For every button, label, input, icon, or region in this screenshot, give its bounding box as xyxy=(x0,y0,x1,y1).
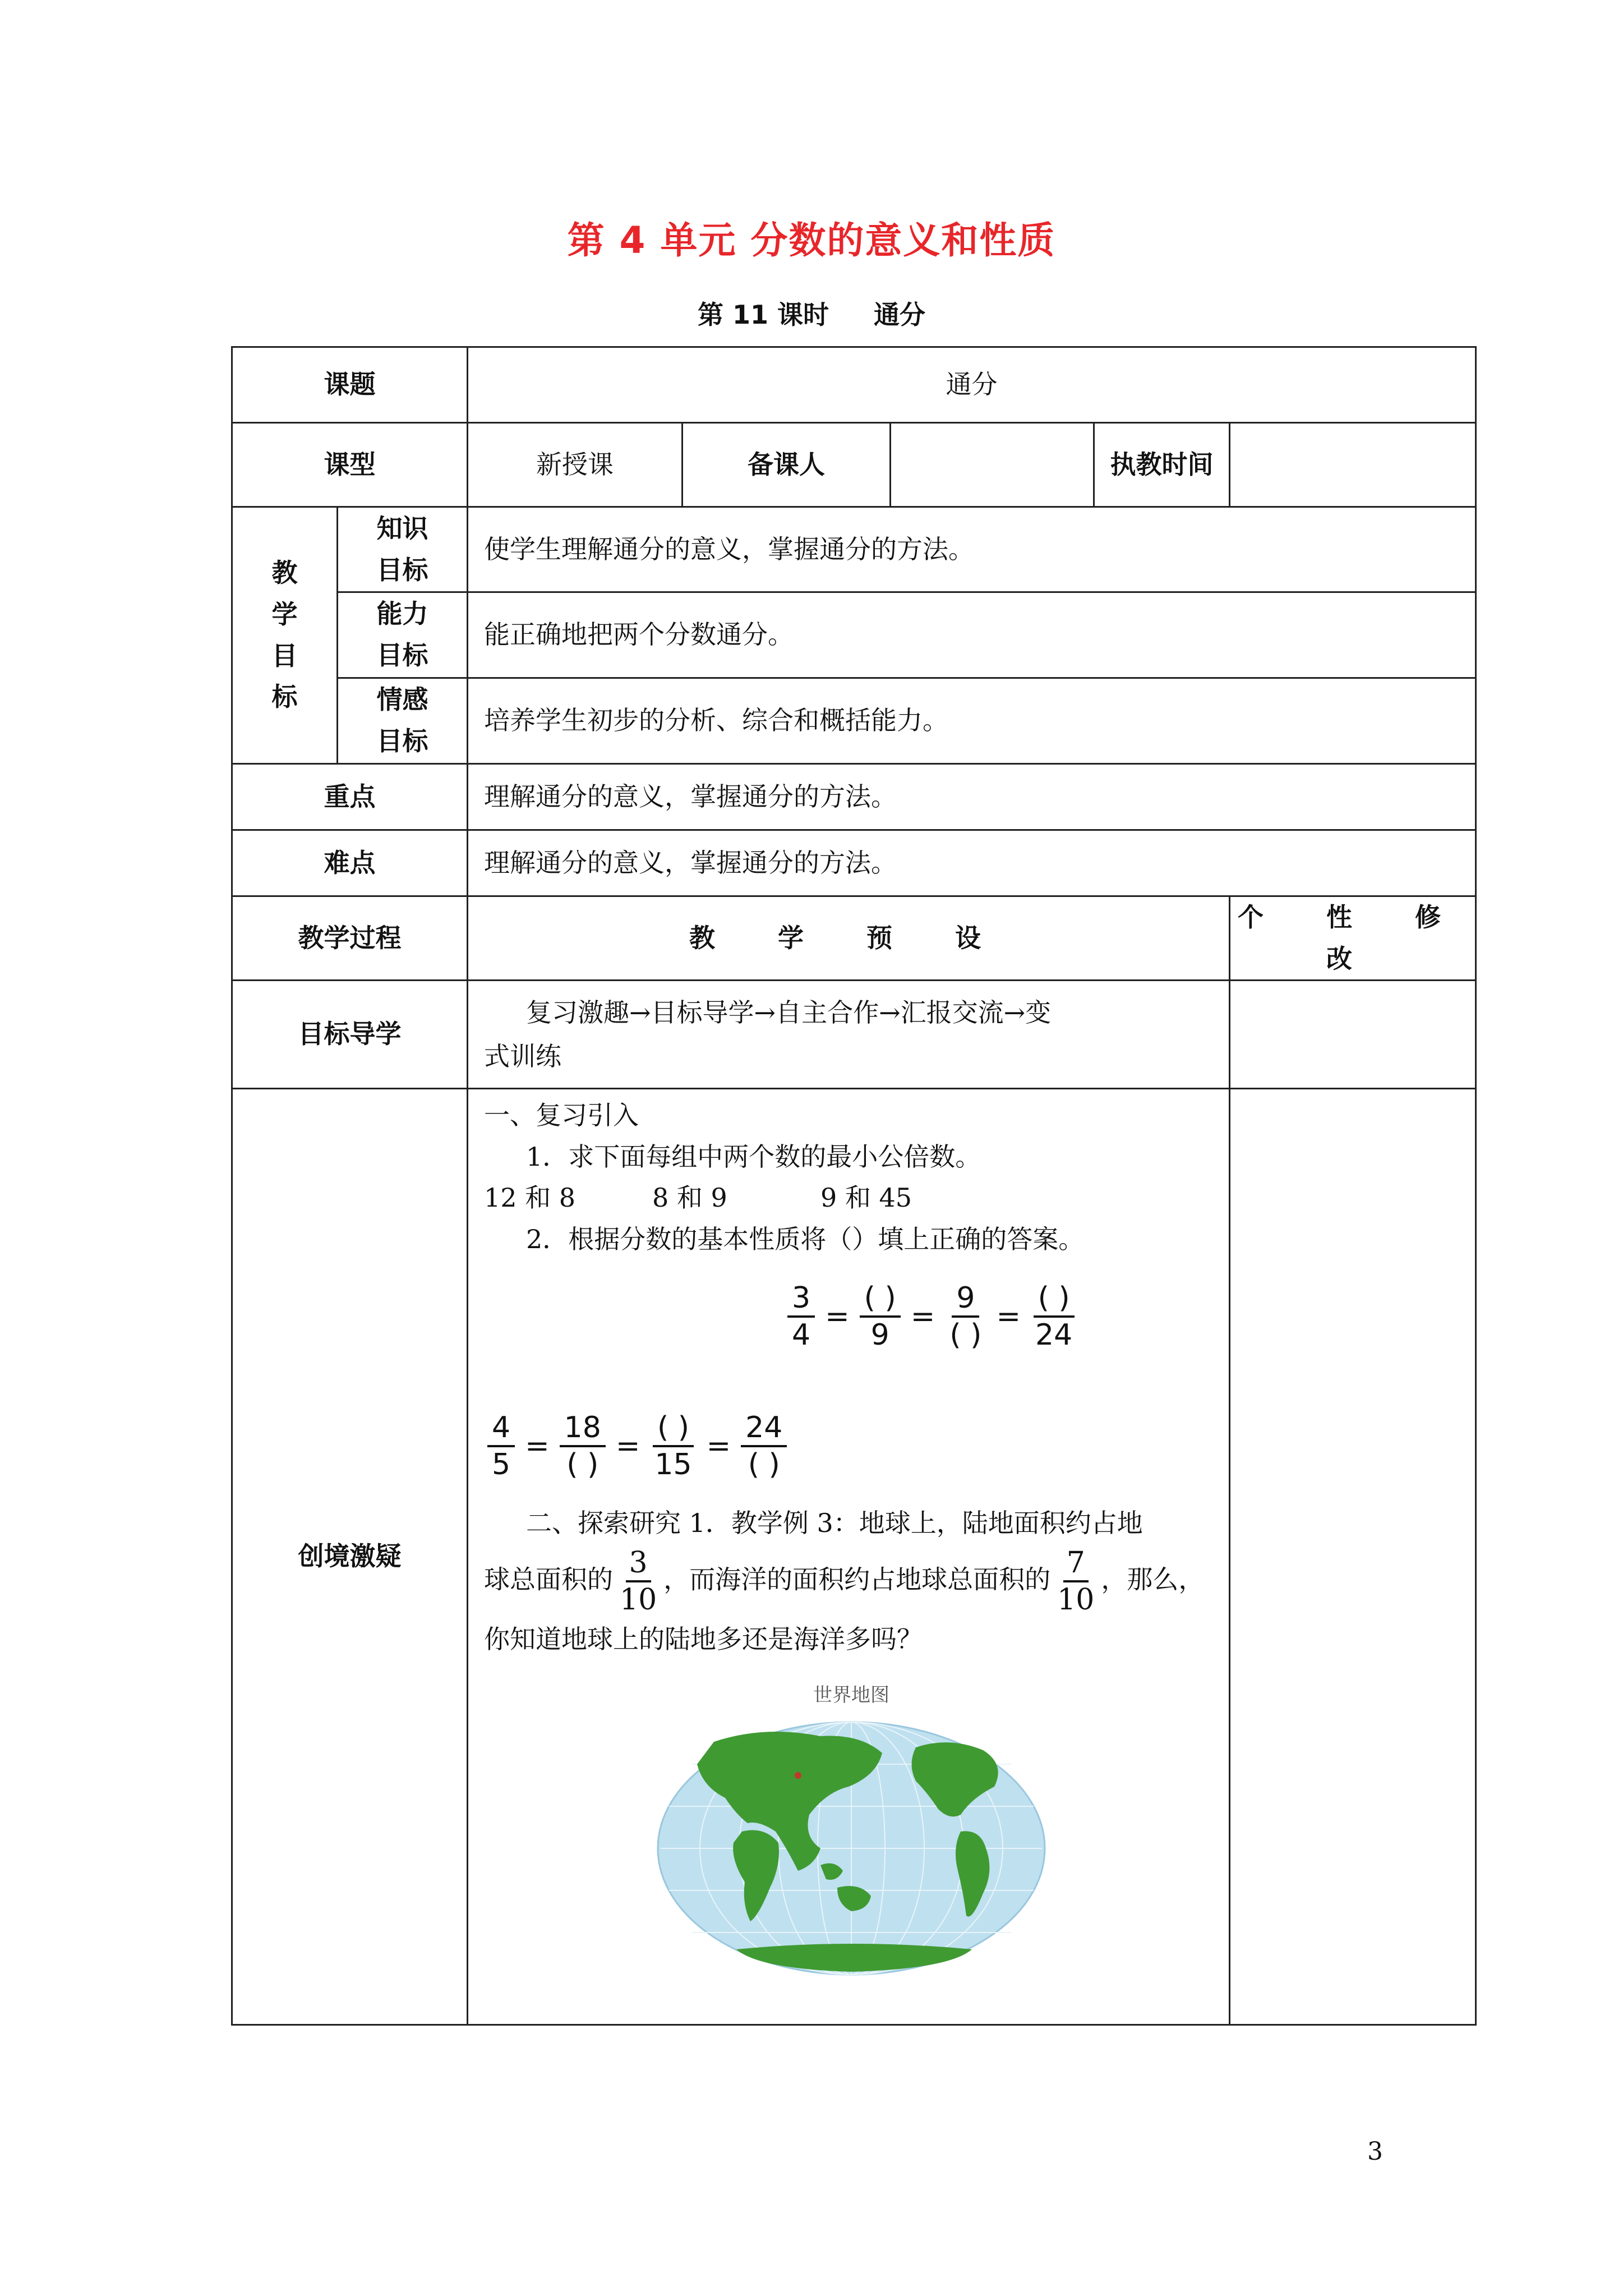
review-title: 一、复习引入 xyxy=(484,1100,639,1131)
emotion-goal-text: 培养学生初步的分析、综合和概括能力。 xyxy=(468,678,1476,764)
guide-label: 目标导学 xyxy=(232,981,468,1089)
type-value: 新授课 xyxy=(468,423,683,507)
preparer-value xyxy=(891,423,1094,507)
pair-2: 8 和 9 xyxy=(652,1182,727,1213)
emotion-goal-label: 情感 目标 xyxy=(338,678,468,764)
map-title: 世界地图 xyxy=(813,1684,889,1707)
scene-label: 创境激疑 xyxy=(232,1089,468,2025)
fraction-equation-2: $\frac{4}{5}$ = $\frac{18}{( )}$ = $\frac{( )}{15}$ = $\frac{24}{( )}$ xyxy=(484,1412,790,1480)
question-2: 2．根据分数的基本性质将（）填上正确的答案。 xyxy=(526,1223,1085,1254)
difficulty-label: 难点 xyxy=(232,830,468,896)
process-content xyxy=(468,1089,1230,2025)
fraction-equation-1: $\frac{3}{4}$ = $\frac{( )}{9}$ = $\frac{9}{( )}$ = $\frac{( )}{24}$ xyxy=(784,1283,1080,1351)
key-point-text: 理解通分的意义，掌握通分的方法。 xyxy=(468,764,1476,830)
time-value xyxy=(1230,423,1476,507)
fraction-land: $\frac{3}{10}$ xyxy=(620,1545,657,1617)
key-point-label: 重点 xyxy=(232,764,468,830)
explore-line-1: 二、探索研究 1．教学例 3：地球上，陆地面积约占地 xyxy=(526,1507,1143,1538)
lesson-number: 第 11 课时 xyxy=(697,300,829,330)
fraction-sea: $\frac{7}{10}$ xyxy=(1057,1545,1095,1617)
scene-modify-cell xyxy=(1230,1089,1476,2025)
unit-title: 第 4 单元 分数的意义和性质 xyxy=(567,219,1056,262)
knowledge-goal-text: 使学生理解通分的意义，掌握通分的方法。 xyxy=(468,507,1476,592)
topic-label: 课题 xyxy=(232,347,468,423)
difficulty-text: 理解通分的意义，掌握通分的方法。 xyxy=(468,830,1476,896)
topic-value: 通分 xyxy=(468,347,1476,423)
guide-text: 复习激趣→目标导学→自主合作→汇报交流→变 式训练 xyxy=(468,981,1230,1089)
page-number: 3 xyxy=(1367,2137,1383,2166)
preparer-label: 备课人 xyxy=(683,423,891,507)
guide-modify-cell xyxy=(1230,981,1476,1089)
preset-header: 教 学 预 设 xyxy=(468,896,1230,981)
time-label: 执教时间 xyxy=(1094,423,1230,507)
pair-3: 9 和 45 xyxy=(820,1182,912,1213)
ability-goal-text: 能正确地把两个分数通分。 xyxy=(468,592,1476,678)
number-pairs xyxy=(484,1177,1212,1219)
pair-1: 12 和 8 xyxy=(484,1182,576,1213)
lesson-name: 通分 xyxy=(874,300,926,330)
process-label: 教学过程 xyxy=(232,896,468,981)
lesson-plan-table xyxy=(231,346,1477,2026)
ability-goal-label: 能力 目标 xyxy=(338,592,468,678)
modify-header: 个 性 修 改 xyxy=(1230,896,1476,981)
explore-line-2: 球总面积的 $\frac{3}{10}$ ，而海洋的面积约占地球总面积的 $\frac{7}{10}$ ，那么， xyxy=(484,1545,1205,1617)
world-map-image xyxy=(635,1680,1067,1983)
question-1: 1．求下面每组中两个数的最小公倍数。 xyxy=(526,1141,981,1172)
knowledge-goal-label: 知识 目标 xyxy=(338,507,468,592)
lesson-subtitle xyxy=(0,295,1623,332)
type-label: 课型 xyxy=(232,423,468,507)
goals-label: 教 学 目 标 xyxy=(232,507,338,764)
explore-line-3: 你知道地球上的陆地多还是海洋多吗？ xyxy=(484,1623,923,1654)
